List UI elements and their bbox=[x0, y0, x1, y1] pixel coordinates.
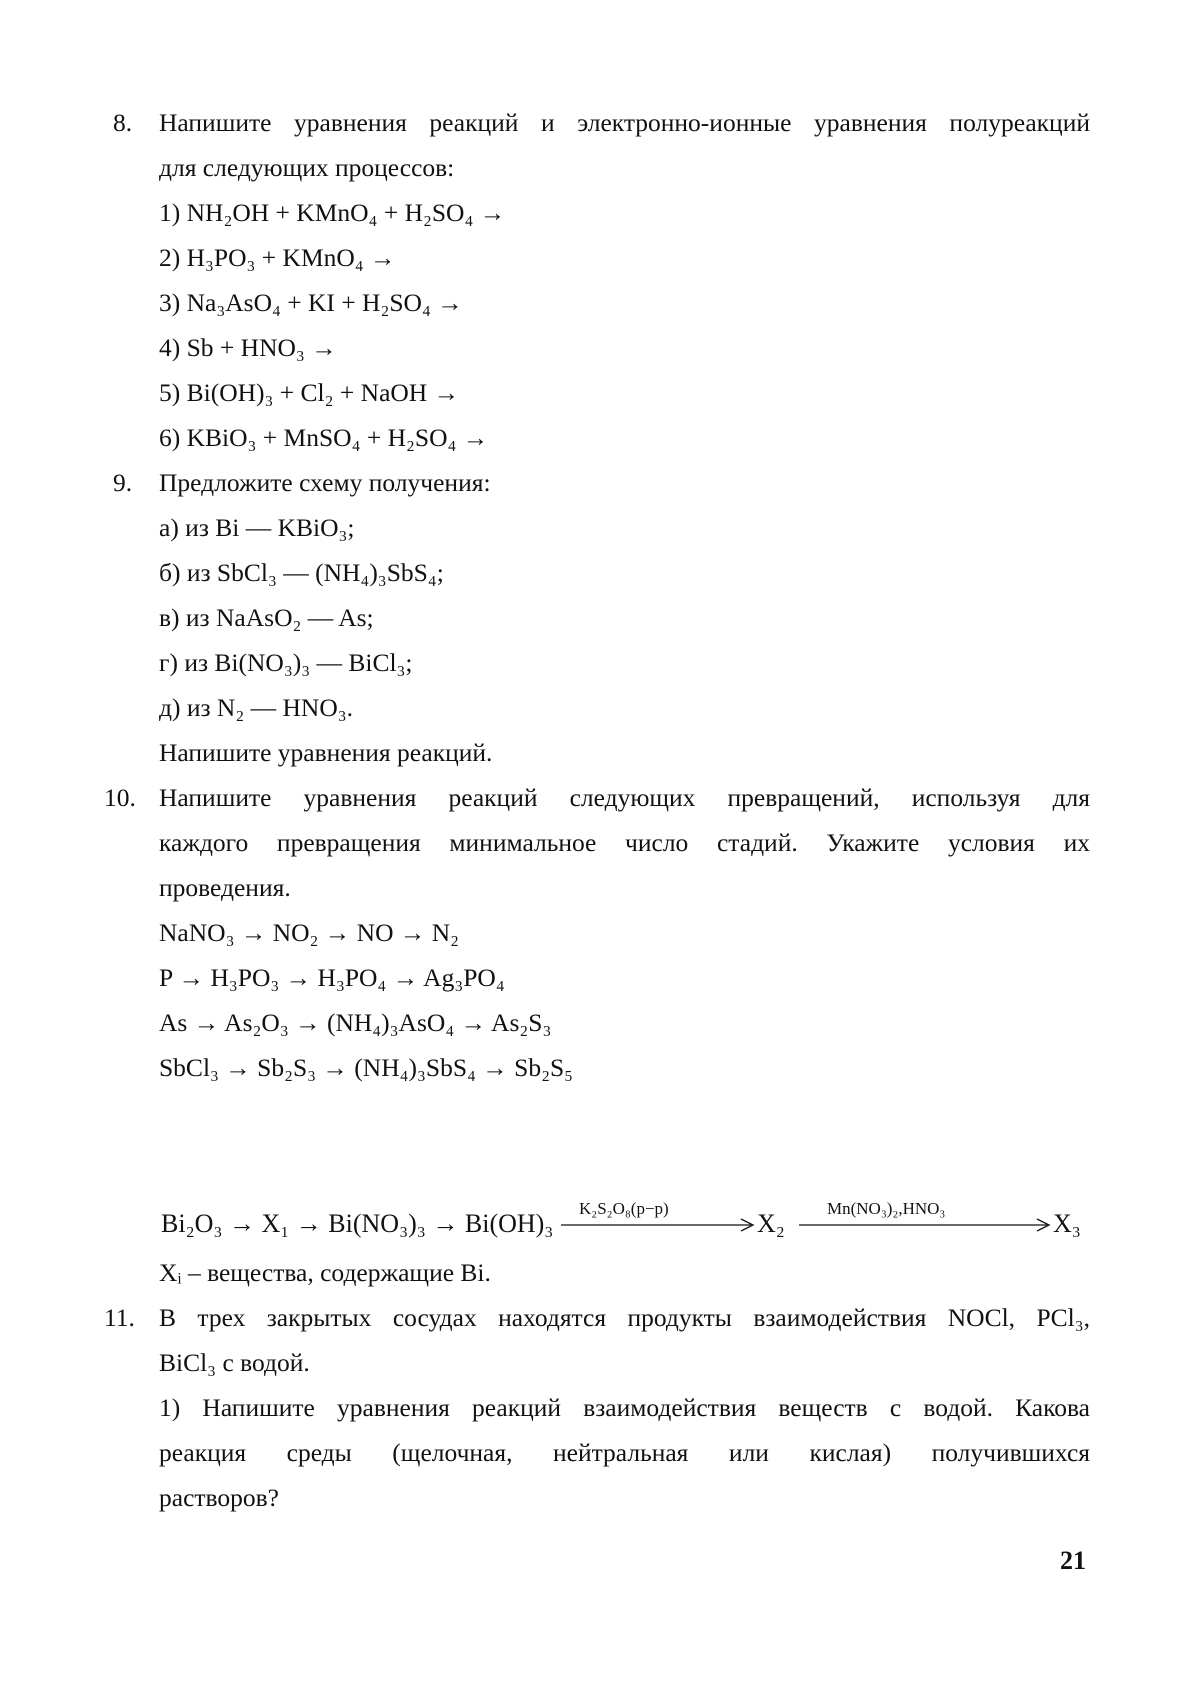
problem-10-text-line-3: проведения. bbox=[159, 873, 291, 902]
page-number: 21 bbox=[1060, 1546, 1086, 1575]
scheme-middle: X₂ bbox=[757, 1209, 785, 1238]
problem-9-footer: Напишите уравнения реакций. bbox=[159, 738, 493, 767]
scheme-item-g: г) из Bi(NO₃)₃ — BiCl₃; bbox=[159, 648, 413, 677]
reaction-3: 3) Na₃AsO₄ + KI + H₂SO₄ → bbox=[159, 288, 463, 317]
arrow-2-label: Mn(NO₃)₂,HNO₃ bbox=[827, 1199, 946, 1218]
scheme-item-a: а) из Bi — KBiO₃; bbox=[159, 513, 355, 542]
problem-8-number: 8. bbox=[113, 108, 133, 137]
problem-11-text-line-2: BiCl₃ с водой. bbox=[159, 1348, 310, 1377]
scheme-item-v: в) из NaAsO₂ — As; bbox=[159, 603, 374, 632]
reaction-5: 5) Bi(OH)₃ + Cl₂ + NaOH → bbox=[159, 378, 460, 407]
problem-8-text-line-2: для следующих процессов: bbox=[159, 153, 455, 182]
problem-9-number: 9. bbox=[113, 468, 133, 497]
scheme-item-d: д) из N₂ — HNO₃. bbox=[159, 693, 354, 722]
problem-11-text-line-1: В трех закрытых сосудах находятся продукты взаимодействия NOCl, PCl₃, bbox=[159, 1303, 1090, 1332]
problem-9-text: Предложите схему получения: bbox=[159, 468, 491, 497]
scheme-item-b: б) из SbCl₃ — (NH₄)₃SbS₄; bbox=[159, 558, 444, 587]
chain-1: NaNO₃ → NO₂ → NO → N₂ bbox=[159, 918, 460, 947]
chain-3: As → As₂O₃ → (NH₄)₃AsO₄ → As₂S₃ bbox=[159, 1008, 552, 1037]
scheme-start: Bi₂O₃ → X₁ → Bi(NO₃)₃ → Bi(OH)₃ bbox=[161, 1209, 554, 1238]
problem-10-number: 10. bbox=[104, 783, 136, 812]
problem-10-text-line-1: Напишите уравнения реакций следующих превращений, используя для bbox=[159, 783, 1090, 812]
problem-11-number: 11. bbox=[104, 1303, 135, 1332]
problem-11-question-line-1: 1) Напишите уравнения реакций взаимодействия веществ с водой. Какова bbox=[159, 1393, 1090, 1422]
scheme-end: X₃ bbox=[1053, 1209, 1081, 1238]
problem-11-question-line-3: растворов? bbox=[159, 1483, 280, 1512]
bismuth-transformation-scheme bbox=[159, 1195, 1099, 1255]
arrow-1-label: K₂S₂O₈(р−р) bbox=[579, 1199, 669, 1218]
reaction-4: 4) Sb + HNO₃ → bbox=[159, 333, 337, 362]
scheme-svg bbox=[159, 1195, 1099, 1255]
problem-10-note: Xᵢ – вещества, содержащие Bi. bbox=[159, 1258, 491, 1287]
reaction-2: 2) H₃PO₃ + KMnO₄ → bbox=[159, 243, 396, 272]
problem-10-text-line-2: каждого превращения минимальное число стадий. Укажите условия их bbox=[159, 828, 1090, 857]
reaction-6: 6) KBiO₃ + MnSO₄ + H₂SO₄ → bbox=[159, 423, 489, 452]
chain-2: P → H₃PO₃ → H₃PO₄ → Ag₃PO₄ bbox=[159, 963, 505, 992]
problem-11-question-line-2: реакция среды (щелочная, нейтральная или кислая) получившихся bbox=[159, 1438, 1090, 1467]
reaction-1: 1) NH₂OH + KMnO₄ + H₂SO₄ → bbox=[159, 198, 506, 227]
chain-4: SbCl₃ → Sb₂S₃ → (NH₄)₃SbS₄ → Sb₂S₅ bbox=[159, 1053, 574, 1082]
problem-8-text-line-1: Напишите уравнения реакций и электронно-ионные уравнения полуреакций bbox=[159, 108, 1090, 137]
